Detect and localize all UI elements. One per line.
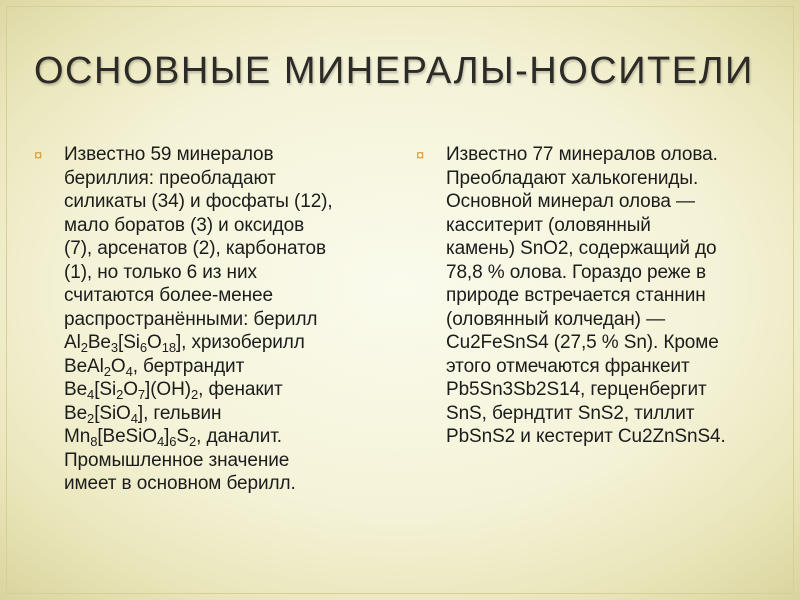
subscript: 4	[125, 363, 133, 379]
text-line: Преобладают халькогениды.	[446, 167, 699, 189]
subscript: 2	[188, 434, 197, 449]
text-line: Pb5Sn3Sb2S14, герценбергит	[446, 379, 707, 400]
text-line: распространёнными: берилл	[64, 308, 318, 330]
subscript: 2	[190, 387, 199, 402]
subscript: 4	[130, 410, 138, 426]
subscript: 3	[110, 340, 119, 355]
subscript: 18	[161, 340, 176, 355]
text-line: мало боратов (3) и оксидов	[64, 214, 305, 236]
subscript: 4	[156, 434, 165, 449]
subscript: 6	[169, 434, 177, 449]
slide-title: ОСНОВНЫЕ МИНЕРАЛЫ-НОСИТЕЛИ	[34, 50, 754, 92]
text-line: природе встречается станнин	[446, 285, 706, 306]
subscript: 4	[87, 387, 95, 402]
bullet-text-beryllium	[64, 143, 333, 496]
text-line: камень) SnO2, содержащий до	[446, 238, 717, 259]
text-line: (7), арсенатов (2), карбонатов	[64, 238, 326, 259]
subscript: 2	[103, 363, 111, 379]
right-column	[416, 143, 786, 449]
text-line: $Mn_8[BeSiO_4]_6S_2$, даналит.	[64, 426, 282, 449]
left-column	[34, 143, 394, 496]
text-line: считаются более-менее	[64, 285, 273, 306]
bullet-icon: ¤	[34, 147, 43, 164]
text-line: (оловянный колчедан) —	[446, 308, 665, 330]
text-line: Cu2FeSnS4 (27,5 % Sn). Кроме	[446, 332, 719, 353]
subscript: 8	[90, 434, 98, 449]
subscript: 7	[137, 387, 146, 402]
bullet-text-tin	[446, 143, 726, 449]
text-line: Основной минерал олова —	[446, 191, 695, 212]
subscript: 2	[87, 410, 95, 426]
text-line: силикаты (34) и фосфаты (12),	[64, 191, 333, 212]
text-line: Известно 77 минералов олова.	[446, 144, 718, 165]
text-line: имеет в основном берилл.	[64, 473, 296, 494]
text-line: $Be_2[SiO_4]$, гельвин	[64, 402, 222, 426]
text-line: (1), но только 6 из них	[64, 261, 257, 283]
text-line: 78,8 % олова. Гораздо реже в	[446, 261, 706, 283]
text-line: касситерит (оловянный	[446, 214, 651, 236]
text-line: бериллия: преобладают	[64, 167, 276, 189]
text-line: $Be_4[Si_2O_7](OH)_2$, фенакит	[64, 379, 283, 402]
text-line: $Al_2Be_3[Si_6O_{18}]$, хризоберилл	[64, 332, 305, 355]
subscript: 2	[116, 387, 124, 402]
bullet-item-tin	[416, 143, 786, 449]
text-line: этого отмечаются франкеит	[446, 355, 690, 377]
text-line: SnS, берндтит SnS2, тиллит	[446, 402, 695, 424]
text-line: $BeAl_2O_4$, бертрандит	[64, 355, 245, 379]
subscript: 6	[139, 340, 148, 355]
text-line: Промышленное значение	[64, 449, 290, 471]
bullet-item-beryllium	[34, 143, 394, 496]
bullet-icon: ¤	[416, 147, 425, 164]
text-line: PbSnS2 и кестерит Cu2ZnSnS4.	[446, 426, 726, 447]
text-line: Известно 59 минералов	[64, 144, 274, 165]
subscript: 2	[80, 340, 88, 355]
